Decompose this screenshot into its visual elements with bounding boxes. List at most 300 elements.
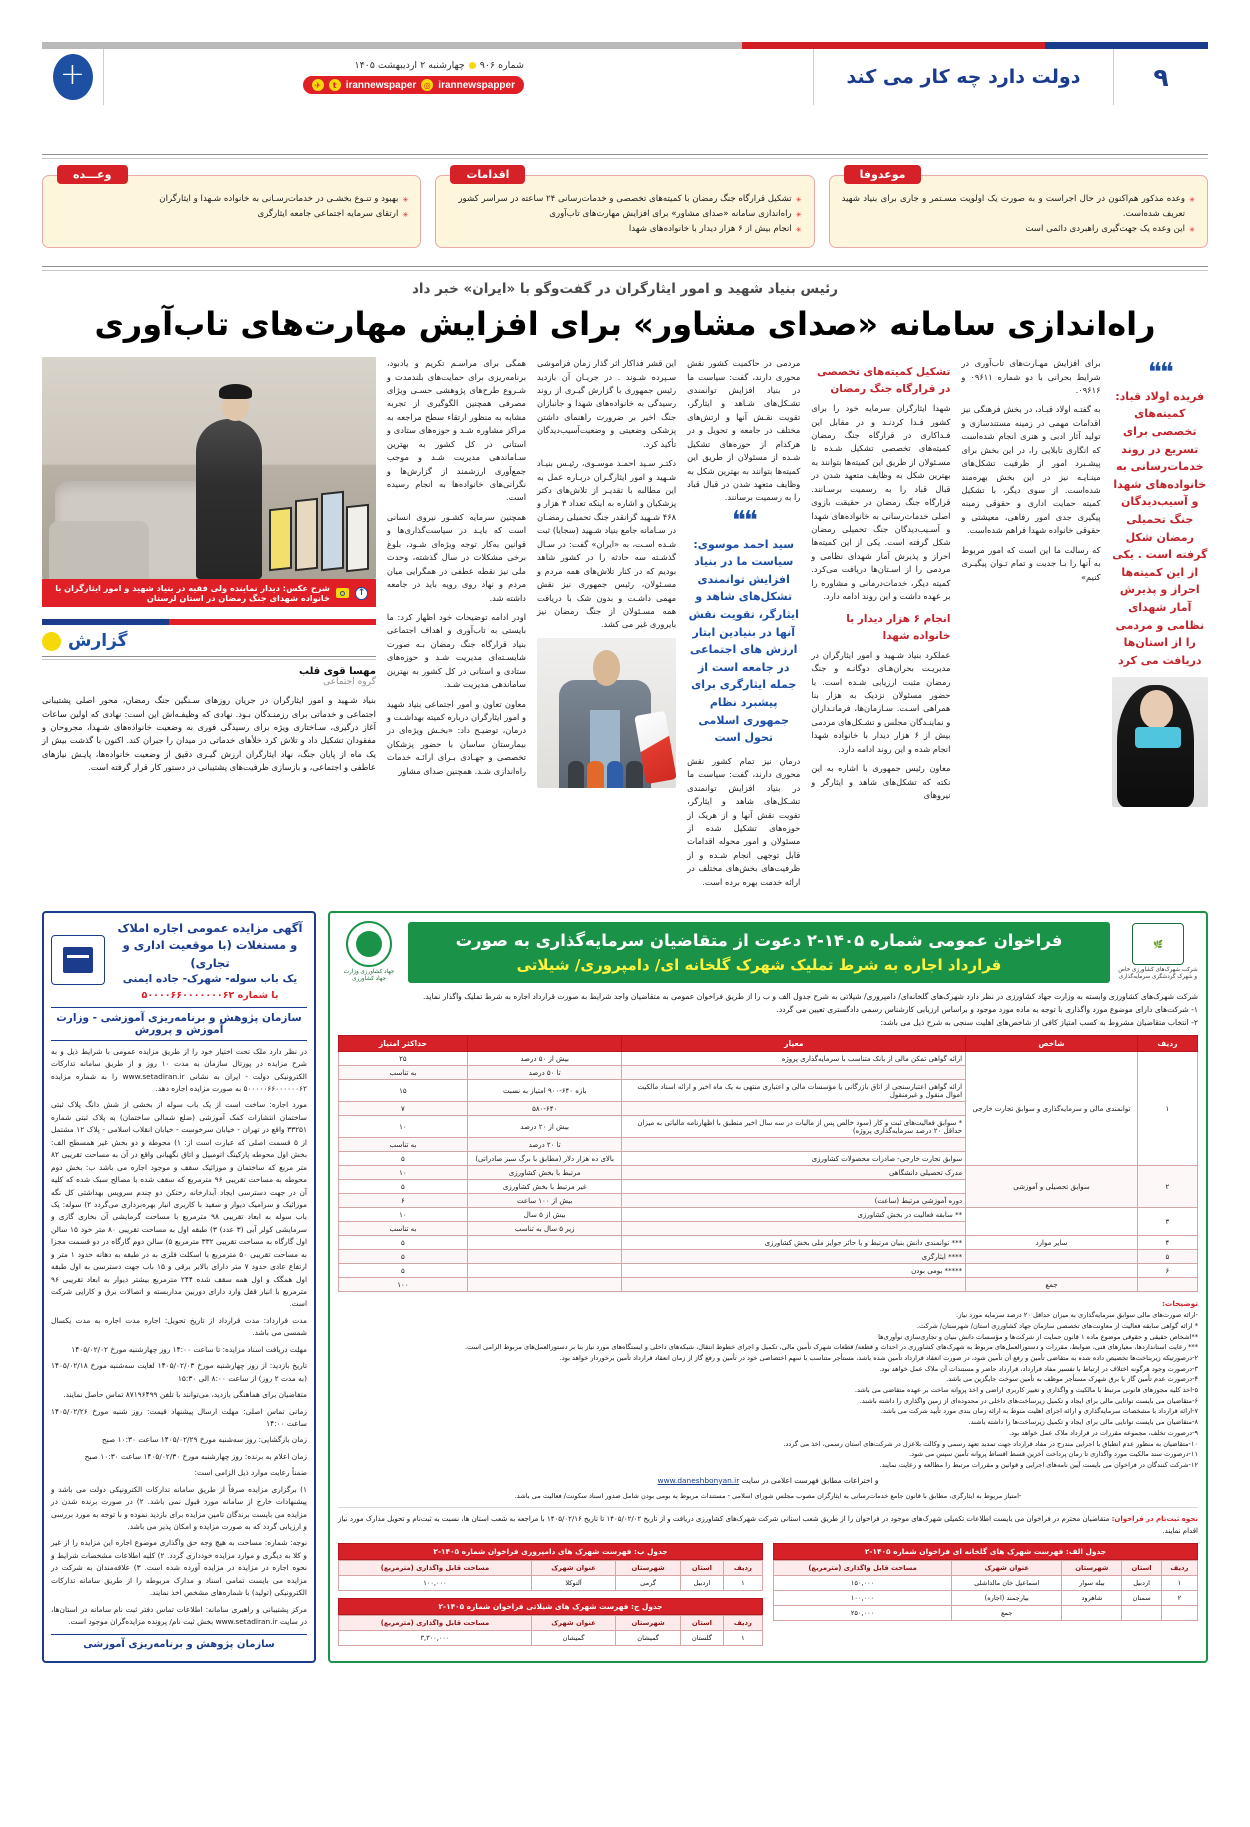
registration-title: نحوه ثبت‌نام در فراخوان:	[1111, 1515, 1198, 1524]
ad-right-paragraph: ضمناً رعایت موارد ذیل الزامی است:	[194, 1468, 307, 1478]
cell-score: ۱۰۰	[339, 1278, 468, 1292]
article-paragraph: درمان نیز تمام کشور نقش محوری دارند، گفت: سیاست ما در بنیاد افزایش توانمندی تشـکل‌های شاهد و ایثارگر، تقویت نقش آنها و از هریک از حوزه‌های تشکیل شده از مسئولان و امور محوله اقدامات قابل توجهی انجام شـده و از ظرفیت‌های بخش‌های مختلف در ارائه خدمت بهره برده‌ است.	[687, 755, 801, 887]
cell-criterion	[622, 1138, 966, 1152]
cell-measure: مرتبط با بخش کشاورزی	[467, 1166, 622, 1180]
masthead-divider-1	[42, 154, 1208, 155]
ad-tables-col-left	[338, 1543, 763, 1653]
cell-measure: تا ۵۰ درصد	[467, 1066, 622, 1080]
instagram-icon: ◎	[421, 79, 433, 91]
table-cell: بیارجمند (اجاره)	[952, 1591, 1062, 1606]
table-cell: ۲	[1161, 1591, 1197, 1606]
ad-right-paragraph: مهلت دریافت اسناد مزایده: تا ساعت ۱۴:۰۰ روز چهارشنبه مورخ ۱۴۰۵/۰۲/۰۲	[71, 1344, 307, 1354]
cell-rank: ۳	[1137, 1208, 1197, 1236]
rule-segment-blue	[1045, 42, 1208, 49]
cell-criterion: * سوابق فعالیت‌های ثبت و کار (سود خالص پس از مالیات در سه سال اخیر منطبق با اظهارنامه مالیاتی به میزان حداقل ۲۰ درصد سرمایه‌گذاری پروژه)	[622, 1116, 966, 1138]
table-cell	[1062, 1606, 1122, 1621]
telegram-icon: ✈	[312, 79, 324, 91]
promise-item: ✳ وعده مذکور هم‌اکنون در حال اجراست و به صورت یک اولویت مسـتمر و جاری برای بنیاد شهید تعریف شده‌است.	[842, 192, 1195, 222]
table-header-row	[774, 1561, 1198, 1576]
col-header: شهرستان	[616, 1616, 681, 1631]
col-header-measure	[467, 1036, 622, 1052]
masthead-spacer	[524, 49, 813, 105]
registration-note	[338, 1514, 1198, 1537]
cell-index: سایر موارد	[966, 1236, 1138, 1250]
table-cell: بیله سوار	[1062, 1576, 1122, 1591]
ad-right-org: سازمان پژوهش و برنامه‌ریزی آموزشی - وزارت آموزش و پرورش	[51, 1007, 307, 1041]
photo-shape-martyr-frames	[269, 481, 369, 570]
cell-score: ۱۰	[339, 1166, 468, 1180]
pull-quote-text: سید احمد موسوی: سیاست ما در بنیاد افزایش توانمندی تشکل‌های شاهد و ایثارگر، تقویت نقش آنها در بنیادین ابتار ارزش های اجتماعی در جامعه است از جمله ایثارگری برای پیشبرد نظام جمهوری اسلامی تحول است	[688, 537, 799, 745]
social-handle-2: irannewspapper	[438, 79, 515, 91]
note-item: ۷-ارائه قرارداد با مشخصات سرمایه‌گذاری و ارائه اجرای اهلیت منوط به ارائه زمان بندی مورد تأیید شرکت می باشد.	[880, 1407, 1198, 1416]
cell-score: به تناسب	[339, 1222, 468, 1236]
photo-shape-microphones	[568, 743, 643, 788]
table-row	[774, 1576, 1198, 1591]
table-cell: ۱	[1161, 1576, 1197, 1591]
table-cell: اردبیل	[681, 1576, 724, 1591]
table-cell: گمیشان	[531, 1631, 615, 1646]
ad-right-paragraph: مدت قرارداد: مدت قرارداد از تاریخ تحویل: اجاره مدت اجاره به مدت یکسال شمسی می باشد.	[51, 1315, 307, 1338]
promise-box-eqdamat	[435, 168, 814, 248]
note-item: **اشخاص حقیقی و حقوقی موضوع ماده ۱ قانون حمایت از شرکت‌ها و مؤسسات دانش بنیان و تجاری‌سازی نوآوری‌ها	[878, 1332, 1198, 1341]
mic	[626, 761, 643, 788]
note-item: ۱۲-شرکت کنندگان در فراخوان می بایست آیین نامه‌های اجرایی و قوانین و مقررات مرتبط را مطالعه و رعایت نمایند.	[879, 1460, 1198, 1469]
table-cell: گرمی	[616, 1576, 681, 1591]
ad-right-header	[51, 920, 307, 1001]
jahad-keshavarzi-logo-icon	[346, 921, 392, 967]
frame	[321, 491, 344, 572]
report-divider-2	[42, 659, 376, 660]
cell-index: سوابق تحصیلی و آموزشی	[966, 1166, 1138, 1208]
social-handles[interactable]	[303, 76, 524, 94]
cell-rank: ۶	[1137, 1264, 1197, 1278]
cell-measure	[467, 1264, 622, 1278]
table-row	[339, 1576, 763, 1591]
mic	[607, 761, 624, 788]
ad-tables-row	[338, 1543, 1198, 1653]
article-column-1	[961, 357, 1100, 590]
article-paragraph: اودر ادامه توضیحات خود اظهار کرد: ما بایستی به تاب‌آوری و اهداف اجتماعی بنیاد قرارگاه جنگ رمضان بـه صورت شایسـته‌ای مدیریت شـد و حوزه‌های ستادی و استانی در کل کشور به بهترین ساماندهی مدیریت شـد.	[386, 611, 527, 690]
table-row	[774, 1591, 1198, 1606]
ad-right-barcode-label: با شماره ۵۰۰۰۰۶۶۰۰۰۰۰۰۰۶۲	[141, 989, 279, 1001]
pull-quote-text: فریده اولاد قباد: کمیته‌های تخصصی برای تسریع در روند خدمات‌رسانی به خانواده‌های شهدا و آسیب‌دیدگان جنگ تحمیلی رمضان شکل گرفته است . یکی از این کمیته‌ها احراز و پذیرش آمار شهدای نظامی و مردمی را از استان‌ها دریافت می کرد	[1112, 389, 1208, 667]
photo-shape-sofa-arm	[49, 521, 149, 579]
masthead	[42, 42, 1208, 138]
col-header: ردیف	[1161, 1561, 1197, 1576]
article-paragraph: همگی برای مراسـم تکریم و یادبود، برنامه‌ریزی برای حمایت‌های بلندمدت و شـروع طرح‌های پژوهشی حسـی ویژای مصرفی همچنین الگوگیری از تجربه مشابه به منظور ارتقاء سطح مراجعه به مراکز مشاوره شـد و حوزه‌های ستادی و استانی در کل کشور به بهترین سـاماندهی مدیریت شـد و موجب جمع‌آوری ارزشمند از گزارش‌ها و نگرانی‌های خانواده‌ها به انجام رسیده است.	[386, 358, 527, 503]
promise-box-title: موعدوفا	[844, 165, 922, 184]
bullet-dot-icon	[469, 62, 476, 69]
cell-criterion	[622, 1102, 966, 1116]
twitter-icon: t	[329, 79, 341, 91]
note-item: ۹-درصورت تخلف، مجموعه مقررات در قرارداد ملاک عمل خواهد بود.	[1008, 1428, 1198, 1437]
report-title-row	[42, 631, 376, 651]
date-line	[354, 60, 524, 71]
table-cell: گمیشان	[616, 1631, 681, 1646]
cell-score: به تناسب	[339, 1066, 468, 1080]
col-header: استان	[681, 1561, 724, 1576]
article-photo-column	[42, 357, 376, 775]
report-label: گزارش	[68, 631, 128, 652]
masthead-plus-slot	[42, 49, 104, 105]
yellow-dot-icon	[42, 632, 61, 651]
masthead-color-rule	[42, 42, 1208, 49]
note-item: *** رعایت استانداردها، معیارهای فنی، ضوابط، مقررات و دستورالعمل‌های مربوط به شهرک‌های کشاورزی در احداث و قطعه/ قطعات شهرک تأمین مالی، تکمیل و اجرای خطوط انتقال، شبکه‌های داخلی و ایستگاه‌های مورد نیاز بنا بر دستورالعمل‌های مربوط الزامی است.	[464, 1343, 1198, 1352]
cell-score: ۵	[339, 1152, 468, 1166]
note-item: ۵-اخذ کلیه مجوزهای قانونی مرتبط با مالکیت و واگذاری و تغییر کاربری اراضی و اخذ پروانه ساخت بر عهده متقاضی می باشد.	[854, 1386, 1198, 1395]
col-header: عنوان شهرک	[531, 1616, 615, 1631]
ad-right-paragraph: متقاضیان برای هماهنگی بازدید، می‌توانند با تلفن ۸۷۱۹۶۴۹۹ تماس حاصل نمایند.	[63, 1390, 307, 1400]
promise-item: ✳ تشکیل قرارگاه جنگ رمضان با کمیته‌های تخصصی و خدمات‌رسانی ۲۴ ساعته در سراسر کشور	[448, 192, 801, 207]
ad-right-paragraph: مورد اجاره: ساخت است از یک باب سوله از بخشی از شش دانگ پلاک ثبتی ساختمان انتشارات کمک آموزشی (ضلع شمالی ساختمان) به پلاک ثبتی شماره ۳۳۲۵۱ واقع در تهران - خیابان سرخوست - خیابان انقلاب اسلامی - پلاک ۱۲ مشتمل از ۵ قسمت اصلی که عبارت است از: ۱) محوطه و دو بخش غیر همسطح الف: بخش اول محوطه پارکینگ اتومبیل و اتاق نگهبانی واقع در آن به مساحت تقریبی ۸۲ متر مربع که ساختمان و موزائیک سقف و موجود اجاره می باشد ب: بخش دوم محوطه به مساحت تقریبی ۹۶ مترمربع که سقف شده با مصالح سبک شده که کلیه آن در جهت دسترسی ایجاد آبدارخانه رختکن دو چندم سرویس بهداشتی کل نگه موزائیک و سرامیک دیوار و سفید با کاربری انبار بهره‌برداری می‌گردد ۲) سوله: یک باب سوله به ابعاد تقریبی ۹۸ مترمربع با مساحت گرمایشی آن بخاری گازی و سرمایشی کولر آبی (۳ عدد) ۳) طبقه اول به مساحت تقریبی ۸۰ متر خود ۱۵ سالن اول گارگاه به مساحت تقریبی ۳۳۲ مترمربع ۵) سالن دوم گارگاه در دو قسمت مجزا به مساحت تقریبی ۵۰ مترمربع با اسکلت فلزی به در طبقه به دهانه حدود ۱ متر و ارتفاع عادی حدود ۷ متر دارای بالابر برقی و ۱۵ باب جهت دسترسی به اول طبقه اول همگک و اول همه سقف شده ۲۴۴ مترمربع بیشتر دیوار به ابعاد تقریبی ۹۶ مترمربع با انبار قفل وارد دارای دوربین مداربسته و اتصالات برق و کارایی شرکت است.	[51, 1100, 308, 1309]
cell-rank: ۵	[1137, 1250, 1197, 1264]
table-row	[339, 1052, 1198, 1066]
cell-index: توانمندی مالی و سرمایه‌گذاری و سوابق تجارت خارجی	[966, 1052, 1138, 1166]
col-header: شهرستان	[616, 1561, 681, 1576]
cell-criterion: مدرک تحصیلی دانشگاهی	[622, 1166, 966, 1180]
ad-right-paragraph: تاریخ بازدید: از روز چهارشنبه مورخ ۱۴۰۵/۰۲/۰۳ لغایت سه‌شنبه مورخ ۱۴۰۵/۰۲/۱۸ (به مدت ۲ روز) از ساعت ۸:۰۰ الی ۱۵:۳۰	[51, 1361, 307, 1383]
frame	[295, 498, 318, 571]
table-cell: ۱۰۰,۰۰۰	[339, 1576, 532, 1591]
ad-header	[338, 921, 1198, 984]
note-item: -ارائه صورت‌های مالی سوابق سرمایه‌گذاری به میزان حداقل ۲۰ درصد سرمایه مورد نیاز.	[955, 1311, 1198, 1320]
article-subheading: انجام ۶ هزار دیدار با خانواده شهدا	[846, 612, 951, 642]
table-cell: سمنان	[1122, 1591, 1161, 1606]
article-column-5	[387, 357, 526, 784]
col-header: استان	[681, 1616, 724, 1631]
ad-intro-note: ۱- شرکت‌های دارای موضوع مورد واگذاری با توجه به ماده مورد موجود و براساس ارزیابی کارشناس رسمی دادگستری تعیین می گردد.	[776, 1004, 1198, 1014]
section-title: دولت دارد چه کار می کند	[813, 49, 1113, 105]
cell-criterion: ** سابقه فعالیت در بخش کشاورزی	[622, 1208, 966, 1222]
note-item: ۱۰-متقاضیان به منظور عدم انطباق با اجرایی مندرج در مفاد قرارداد جهت تمدید تعهد رسمی و وکالت بلاعزل در شرکت‌های استان رسمی، اخذ می گردد.	[783, 1439, 1198, 1448]
promise-item: ✳ ارتقای سرمایه اجتماعی جامعه ایثارگری	[55, 207, 408, 222]
table-cell: ۱۰۰,۰۰۰	[774, 1591, 952, 1606]
promise-box-title: وعـــده	[57, 165, 127, 184]
company-logo-icon: 🌿	[1132, 923, 1184, 965]
ad-tables-col-right	[773, 1543, 1198, 1653]
article-paragraph: که رسالت ما این است که امور مربوط به آنها را بـا جدیت و تمام تـوان پیگیـری کنیم»	[961, 544, 1101, 582]
article-column-4	[537, 357, 676, 794]
mic	[587, 761, 604, 788]
cell-measure: بازه ۶۴۰-۹۰۰ امتیاز به نسبت	[467, 1080, 622, 1102]
col-header: شهرستان	[1062, 1561, 1122, 1576]
article-paragraph: این قشر فداکار اثر گذار زمان فراموشی سـپرده شـوند . در جریـان آن بازدید رئیس جمهوری با گزارش گیـری از روند رسیدگی به خانواده‌های شهدا و جانبازان جنگ اخیر بر ضرورت راهنمای داشتن پزشکی وضعیتی و وضعیت‌آسیب‌دیدگان تأکید کرد.	[537, 358, 677, 449]
table-fishery	[338, 1598, 763, 1646]
cell-criterion	[622, 1066, 966, 1080]
cell-measure: ۵۸۰-۶۴۰	[467, 1102, 622, 1116]
headline-divider-2	[42, 270, 1208, 271]
newspaper-page	[0, 42, 1250, 1827]
col-header: عنوان شهرک	[952, 1561, 1062, 1576]
report-lead-text: بنیاد شـهید و امور ایثارگران در جریان روزهای سـنگین جنگ رمضان، محور اصلی پشتیبانی اجتماعی و خدماتی برای رزمنـدگان بـود. نهادی که وظیفـه‌اش این است: نهادی که اولین ساعات آغاز درگیری، سـاختاری ویژه برای رسیدگی فوری به وضعیت خانواده‌های شـهدا، مجروحان و مفقودان تشکیل داد و تلاش کرد خلأهای خدماتی در میدان را جبران کند. اکنون با گذشت بیش از یک ماه از پایان جنگ، نهاد ایثارگران ارزش گیـری دقیق از وضعیت خانواده‌ها، پایـش نیازهای عاطفی و اجتماعی، و بازسازی ظرفیت‌های پشتیبانی در دستور کار قرار گرفته است.	[42, 695, 376, 773]
camera-icon	[336, 588, 349, 598]
cell-measure: بیش از ۵۰ درصد	[467, 1052, 622, 1066]
col-header-index: شاخص	[966, 1036, 1138, 1052]
table-row	[774, 1606, 1198, 1621]
cell-criterion	[622, 1278, 966, 1292]
mic	[568, 761, 585, 788]
cell-score: ۶	[339, 1194, 468, 1208]
table-livestock	[338, 1543, 763, 1591]
cell-measure: زیر ۵ سال به تناسب	[467, 1222, 622, 1236]
ad-right-title-2: و مستغلات (با موقعیت اداری و تجاری)	[122, 938, 298, 970]
ad-right-paragraph: نوجه: شماره: مساحت به هیچ وجه حق واگذاری موضوع اجاره این مزایده را از غیر و کلا به دیگری و موارد مزایده خودداری گردد. ۲) کلیه اطلاعات مشخصات شرایط و نحوه اجاره در مزایده در مزایده آورده شده است. ۳) علاقه‌مندان به شرکت در مزایده می بایست تمامی اسناد و مدارک مربوطه را از طریق سامانه تدارکات الکترونیکی (تولید) با شماره‌های مشخص اخذ نمایند.	[51, 1538, 307, 1598]
note-item: ۲-درصورتیکه زیربناخت‌ها تخصیص داده شده به متقاضی تأمین و رفع آن تأمین شود، در صورت انعقاد قرارداد تأمین شده باشد، مستأجر متناسب با سهم اختصاصی خود در تأمین و رفع گاز از زمان انعقاد قرارداد تأمین برخوردار خواهد بود.	[559, 1354, 1198, 1363]
promise-item: ✳ انجام بیش از ۶ هزار دیدار با خانواده‌های شهدا	[448, 222, 801, 237]
plus-icon[interactable]: +	[53, 54, 93, 100]
ad-link-note-2	[338, 1491, 1198, 1502]
pull-quote-icon: ❝❝	[731, 505, 756, 536]
promise-box-vadeh	[42, 168, 421, 248]
report-color-bar	[42, 619, 376, 625]
article-paragraph: معاون تعاون و امور اجتماعی بنیاد شهید و امور ایثارگران درباره کمیته بهداشـت و درمان، توضیـح داد: «بخـش ویژه‌ای در بیمارستان ساسان با حضور پزشکان تخصصی و جهـادی بـرای ارائـه خدمات راه‌اندازی شـد. همچنین صدای مشاور	[386, 698, 527, 776]
cell-measure: بیش از ۱۰۰ ساعت	[467, 1194, 622, 1208]
article-subheading: تشکیل کمیته‌های تخصصی در قرارگاه جنگ رمضان	[816, 366, 951, 396]
photo-shape-turban	[219, 384, 252, 400]
daneshbonyan-link[interactable]: www.daneshbonyan.ir	[657, 1475, 740, 1485]
link-note: و اختراعات مطابق فهرست اعلامی در سایت	[741, 1475, 879, 1485]
note-item: * ارائه گواهی سابقه فعالیت از معاونت‌های تخصصی سازمان جهاد کشاورزی استان/ شهرستان/ شرکت.	[916, 1322, 1198, 1331]
cell-rank	[1137, 1278, 1197, 1292]
article-kicker: رئیس بنیاد شهید و امور ایثارگران در گفت‌وگو با «ایران» خبر داد	[412, 281, 838, 298]
ad-right-paragraph: زمان بازگشایی: روز سه‌شنبه مورخ ۱۴۰۵/۰۲/۲۹ ساعت ۱۰:۳۰ صبح	[101, 1435, 307, 1445]
government-logo-icon	[51, 935, 105, 985]
company-logo-caption: شرکت شهرک‌های کشاورزی خاص و شهرک گردشگری سرمایه‌گذاری	[1118, 967, 1198, 981]
social-handle-1: irannewspaper	[345, 79, 417, 91]
cell-index	[966, 1264, 1138, 1278]
col-header: استان	[1122, 1561, 1161, 1576]
cell-score: ۱۵	[339, 1080, 468, 1102]
cell-score: ۱۰	[339, 1208, 468, 1222]
cell-criterion: ***** بومی بودن	[622, 1264, 966, 1278]
ad-jahad-keshavarzi	[328, 911, 1208, 1663]
col-header: مساحت قابل واگذاری (مترمربع)	[339, 1616, 532, 1631]
ad-right-title-1: آگهی مزایده عمومی اجاره املاک	[117, 921, 303, 936]
cell-criterion: ارائه گواهی اعتبارسنجی از اتاق بازرگانی یا مؤسسات مالی و اعتباری منتهی به یک ماه اخیر و ارائه اسناد مالکیت اموال منقول و غیرمنقول	[622, 1080, 966, 1102]
photo-caption-bar	[42, 579, 376, 607]
table-cell	[1161, 1606, 1197, 1621]
ad-title-banner	[408, 922, 1110, 983]
col-header-criterion: معیار	[622, 1036, 966, 1052]
ad-education-auction	[42, 911, 316, 1663]
cell-criterion: سوابق تجارت خارجی- صادرات محصولات کشاورزی	[622, 1152, 966, 1166]
cell-measure	[467, 1236, 622, 1250]
article-headline: راه‌اندازی سامانه «صدای مشاور» برای افزایش مهارت‌های تاب‌آوری	[94, 305, 1156, 344]
pull-quote-left	[1112, 358, 1208, 669]
table-cell: ۲۵۰,۰۰۰	[774, 1606, 952, 1621]
table-row	[339, 1278, 1198, 1292]
frame	[346, 503, 369, 571]
table-cell: ۱	[723, 1576, 762, 1591]
table-header-row	[339, 1561, 763, 1576]
cell-criterion	[622, 1180, 966, 1194]
ad-right-paragraph: در نظر دارد ملک تحت اختیار خود را از طریق مزایده عمومی با شرایط ذیل و به شرح مزایده در پورتال سازمان به مدت ۱۰ روز و از طریق سامانه تدارکات الکترونیکی دولت - ایران به نشانی www.setadiran.ir را به شماره مزایده ۵۰۰۰۰۰۶۶۰۰۰۰۰۰۶۲ به صورت مزایده اجاره دهد.	[51, 1046, 307, 1094]
cell-index: جمع	[966, 1278, 1138, 1292]
col-header-rank: ردیف	[1137, 1036, 1197, 1052]
promise-box-vafa	[829, 168, 1208, 248]
col-header: مساحت قابل واگذاری (مترمربع)	[339, 1561, 532, 1576]
cell-rank: ۲	[1137, 1166, 1197, 1208]
table-row	[339, 1631, 763, 1646]
cell-criterion	[622, 1222, 966, 1236]
bar-blue	[42, 619, 169, 625]
shahrakha-logo	[1118, 923, 1198, 982]
ad-right-footer: سازمان پژوهش و برنامه‌ریزی آموزشی	[51, 1634, 307, 1650]
article-paragraph: عملکرد بنیاد شـهید و امور ایثارگران در مدیریـت بحران‌هـای دوگانـه و جنگ رمضان مثبت ارزیابی شـده است. با حضور مسئولان نزدیک به هزار بنا همراهی اسـت. سـازمان‌ها، فرمانـداران و نماینـدگان مجلس و تشـکل‌های مردمی بیش از ۶ هزار دیدار با خانواده شهدا انجام شده و این روند ادامه دارد.	[811, 649, 951, 754]
pull-quote-icon: ❝❝	[1147, 358, 1172, 389]
table-cell	[1122, 1606, 1161, 1621]
report-byline	[42, 666, 376, 687]
cell-criterion: **** ایثارگری	[622, 1250, 966, 1264]
rule-segment-red	[742, 42, 1045, 49]
cell-index	[966, 1208, 1138, 1236]
table-cell: ۳,۳۰۰,۰۰۰	[339, 1631, 532, 1646]
cell-measure	[467, 1250, 622, 1264]
article-column-6	[1112, 357, 1208, 813]
cell-rank: ۱	[1137, 1052, 1197, 1166]
table-cell: جمع	[952, 1606, 1062, 1621]
cell-score: ۵	[339, 1264, 468, 1278]
table-cell: شاهرود	[1062, 1591, 1122, 1606]
cell-rank: ۴	[1137, 1236, 1197, 1250]
ad-right-paragraph: زمانی تماس اصلی: مهلت ارسال پیشنهاد قیمت: روز شنبه مورخ ۱۴۰۵/۰۲/۲۶ ساعت ۱۴:۰۰	[51, 1406, 307, 1428]
note-item: ۸-متقاضیان می بایست توانایی مالی برای ایجاد و تکمیل زیرساخت‌ها را داشته باشند.	[968, 1418, 1198, 1427]
link-note-2-text: -امتیاز مربوط به ایثارگری، مطابق با قانون جامع خدمات‌رسانی به ایثارگران مصوب مجلس شورای اسلامی - مستندات مربوط به بومی بودن شامل صدور اسناد سکونت/ فعالیت می باشد.	[514, 1491, 1022, 1500]
cell-score: ۱۰	[339, 1116, 468, 1138]
cell-index	[966, 1250, 1138, 1264]
table-row	[339, 1236, 1198, 1250]
col-header: ردیف	[723, 1561, 762, 1576]
table-cell: اسماعیل خان مالداشلی	[952, 1576, 1062, 1591]
table-row	[339, 1264, 1198, 1278]
cell-score: ۲۵	[339, 1052, 468, 1066]
masthead-meta	[104, 49, 524, 105]
photo-shape-cleric	[196, 419, 263, 579]
ad-divider	[338, 1507, 1198, 1508]
promise-box-title: اقدامات	[450, 165, 525, 184]
promise-boxes	[42, 168, 1208, 248]
article-paragraph: دکتـر سـید احمـد موسـوی، رئیـس بنیـاد شـهید و امور ایثارگـران دربـاره عمل به این مطالبه با تقدیـر از تلاش‌های دکتر پزشکیان و اشاره به اینکه تعداد ۳ هزار و ۴۶۸ شـهید گرانقدر جنگ تحمیلی رمضـان در سـامانه جامع بنیاد شـهید (سجایا) ثبت شـده اسـت، به «ایران» گفت: در سـال گذشـته سه حادثه را در کشور شاهد بودیم که در کنار تلاش‌های همه مردم و مسـئولان، رئیس جمهوری نیز نقش مهمی داشـت و بدون شک با دریافت همه مسـئولان از جنگ رمضان نیز بایروری غیر می کشد.	[537, 458, 677, 630]
photo-female-official	[1112, 677, 1208, 807]
table-row	[339, 1250, 1198, 1264]
issue-number: شماره ۹۰۶	[479, 60, 524, 71]
col-header-max-score: حداکثر امتیاز	[339, 1036, 468, 1052]
photo-shape-scarf	[1135, 727, 1181, 748]
cell-measure: بیش از ۵ سال	[467, 1208, 622, 1222]
article-column-3	[687, 357, 800, 895]
ad-right-paragraph: ۱) برگزاری مزایده صرفاً از طریق سامانه تدارکات الکترونیکی دولت می باشد و پیشنهادات خارج از سامانه مورد قبول نمی باشد. ۲) در صورت برنده شدن در مزایده می بایست برندگان تامین مزایده برای بازدید نموده و با توجه به مورد بررسی و ارزیابی گردد که به صورت مزایده و امکان پذیر می باشد.	[51, 1484, 307, 1532]
article-paragraph: شهدا ایثارگران سرمایه خود را برای کشور فـدا کردنـد و در مقابل این فـداکاری در قرارگاه جنگ رمضان کمیته‌های تخصصی تشکیل شـده تا مسـئولان از طریق این کمیته‌ها بتوانند به بهترین شکل به وظایف متعهد شدن در قبال قباد را به رسمیت برسـانند. قرارگاه جنگ رمضان در حقیقت بازوی اصلی خدمات‌رسانی به خانواده‌های شهدا و آسـیب‌دیدگان جنگ تحمیلی رمضان شکل گرفته است. یکی از این کمیته‌ها احراز و پذیرش آمار شهدای نظامی و مردمی را از اسـتان‌ها دریافت می‌کرد. کمیته دیگر، خدمات‌درمانی و مشاوره را بر عهده داشت و این روند ادامه دارد.	[811, 403, 951, 602]
cell-measure	[467, 1278, 622, 1292]
author-desk: گروه اجتماعی	[323, 677, 376, 688]
table-cell: آلتوکلا	[531, 1576, 615, 1591]
page-number: ۹	[1113, 49, 1208, 105]
ministry-logo	[338, 921, 400, 984]
cell-measure: بالای ده هزار دلار (مطابق با برگ سبز صادراتی)	[467, 1152, 622, 1166]
bar-red	[169, 619, 376, 625]
promise-item: ✳ راه‌اندازی سامانه «صدای مشاور» برای افزایش مهارت‌های تاب‌آوری	[448, 207, 801, 222]
cell-score: ۵	[339, 1250, 468, 1264]
main-photo	[42, 357, 376, 579]
table-caption: جدول ج: فهرست شهرک های شیلاتی فراخوان شماره ۱۴۰۵-۲	[338, 1598, 763, 1615]
pull-quote-mid	[687, 505, 800, 747]
note-item: ۳-درصورت وجود هرگونه اختلاف در ارتباط با تفسیر مفاد قرارداد، قرارداد حاضر و مستندات آن ملاک عمل خواهد بود.	[879, 1364, 1198, 1373]
headline-divider-1	[42, 266, 1208, 267]
masthead-divider-2	[42, 158, 1208, 159]
photo-male-official	[537, 638, 676, 788]
cell-score: ۵	[339, 1180, 468, 1194]
ad-links	[338, 1476, 1198, 1485]
ad-right-paragraph: زمان اعلام به برنده: روز چهارشنبه مورخ ۱۴۰۵/۰۲/۳۰ ساعت ۱۰:۳۰ صبح	[84, 1451, 307, 1461]
cell-measure: تا ۲۰ درصد	[467, 1138, 622, 1152]
ad-title-line-2: قرارداد اجاره به شرط تملیک شهرک گلخانه ای/ دامپروری/ شیلاتی	[516, 955, 1002, 974]
ad-intro-text: شرکت شهرک‌های کشاورزی وابسته به وزارت جهاد کشاورزی در نظر دارد شهرک‌های گلخانه‌ای/ دامپروری/ شیلاتی به شرح جدول الف و ب را از طریق فراخوان عمومی به متقاضیان واجد شرایط به صورت قرارداد اجاره به شرط تملیک واگذار نماید.	[422, 991, 1198, 1001]
table-greenhouse	[773, 1543, 1198, 1621]
col-header: مساحت قابل واگذاری (مترمربع)	[774, 1561, 952, 1576]
ad-right-paragraph: مرکز پشتیبانی و راهبری سامانه: اطلاعات تماس دفتر ثبت نام سامانه در استان‌ها، در سایت www.setadiran.ir بخش ثبت نام/ پرونده مزایده‌گران موجود است.	[51, 1604, 307, 1627]
cell-measure: غیر مرتبط با بخش کشاورزی	[467, 1180, 622, 1194]
note-item: ۶-متقاضیان می بایست توانایی مالی برای ایجاد و تکمیل زیرساخت‌های داخلی در محدوده‌ای از زمین واگذاری را داشته باشند.	[859, 1396, 1198, 1405]
ministry-logo-caption: جهاد کشاورزی وزارت جهاد کشاورزی	[343, 969, 395, 983]
cell-criterion: دوره آموزشی مرتبط (ساعت)	[622, 1194, 966, 1208]
author-name: مهسا قوی قلب	[299, 666, 376, 678]
cell-score: ۵	[339, 1236, 468, 1250]
note-item: ۱۱-درصورت سند مالکیت مورد واگذاری تا زمان پرداخت آخرین قسط اقساط پروانه تأمین سپس می شود.	[909, 1450, 1198, 1459]
cell-criterion: *** توانمندی دانش بنیان مرتبط و یا حائز جوایز ملی بخش کشاورزی	[622, 1236, 966, 1250]
ad-title-line-1: فراخوان عمومی شماره ۱۴۰۵-۲ دعوت از متقاضیان سرمایه‌گذاری به صورت	[455, 930, 1063, 950]
registration-text: متقاضیان محترم در فراخوان می بایست اطلاعات تکمیلی شهرک‌های موجود در فراخوان را از طریق شعب استانی شرکت شهرک‌های کشاورزی دریافت و از تاریخ ۱۴۰۵/۰۲/۰۲ تا تاریخ ۱۴۰۵/۰۲/۱۶ با مراجعه به شعب استان ها، نسبت به ثبت‌نام و تحویل مدارک مورد نیاز اقدام نمایند.	[338, 1515, 1198, 1535]
publication-date: چهارشنبه ۲ اردیبهشت ۱۴۰۵	[354, 60, 465, 71]
photo-shape-head	[593, 650, 621, 686]
report-header	[42, 619, 376, 775]
arrow-up-icon: ↑	[355, 587, 368, 600]
ad-right-body	[51, 1046, 307, 1629]
article-paragraph: همچنین سرمایه کشـور نیروی انسانی است که بایـد در سیاست‌گذاری‌ها و قوانین به‌کار توجه ویژه‌ای شـود، بلوغ برخی مشکلات در سال گذشته، وحدت ملی نیز نقطه عطفی در همگرایی میان مردم و نهاد روی رویه باید در جامعه داشته شد.	[386, 511, 527, 603]
table-caption: جدول ب: فهرست شهرک های دامپروری فراخوان شماره ۱۴۰۵-۲	[338, 1543, 763, 1560]
article-paragraph: معاون رئیس جمهوری با اشاره به این نکته که تشکل‌های شاهد و ایثارگر و نیروهای	[811, 763, 951, 801]
cell-score: به تناسب	[339, 1138, 468, 1152]
cell-criterion: ارائه گواهی تمکن مالی از بانک متناسب با سرمایه‌گذاری پروژه	[622, 1052, 966, 1066]
notes-title: توضیحات:	[1161, 1299, 1198, 1309]
table-header-row	[339, 1036, 1198, 1052]
article-paragraph: برای افزایش مهـارت‌های تاب‌آوری در شرایط بحرانی با دو شماره ۰۹۶۱۱ و ۰۹۶۱۶.	[961, 358, 1101, 395]
table-cell: ۱	[723, 1631, 762, 1646]
photo-caption-text: شرح عکس: دیدار نماینده ولی فقیه در بنیاد شهید و امور ایثارگران با خانواده شهدای جنگ رمضان در استان لرستان	[55, 583, 330, 604]
table-cell: گلستان	[681, 1631, 724, 1646]
article-paragraph: به گفتـه اولاد قبـاد، در بخش فرهنگی نیز اقدامات مهمی در زمینه مستندسازی و تولید آثار ادبی و هنری انجام شده‌است که انگاری تابلایی را، در این بخش برای پیشـبرد امور از ظرفیت تشکل‌های مینـایـه نیز در این بخش بهره‌مند شده‌است. از سوی دیگر، با تشکیل کمیته حمایت اداری و حقوقی زمینه پیگیری جدی امور رفاهی، معیشتی و حقوقی خانواده شهدا فراهم شده‌است.	[961, 404, 1101, 536]
ad-intro	[338, 991, 1198, 1030]
table-row	[339, 1208, 1198, 1222]
frame	[269, 507, 292, 572]
ad-intro-note: ۲- انتخاب متقاضیان مشروط به کسب امتیاز کافی از شاخص‌های اهلیت سنجی به شرح ذیل می باشد:	[880, 1017, 1198, 1027]
col-header: ردیف	[723, 1616, 762, 1631]
ad-right-title-3: یک باب سوله- شهرک- جاده ایمنی	[122, 972, 298, 985]
advertisements	[42, 911, 1208, 1663]
criteria-table	[338, 1035, 1198, 1292]
rule-segment-grey	[42, 42, 742, 49]
table-cell: ۱۵۰,۰۰۰	[774, 1576, 952, 1591]
promise-item: ✳ این وعده یک جهت‌گیری راهبردی دائمی است	[842, 222, 1195, 237]
ad-right-title	[113, 920, 307, 1001]
col-header: عنوان شهرک	[531, 1561, 615, 1576]
article-body	[42, 357, 1208, 895]
article-paragraph: مردمی در حاکمیت کشور نقش محوری دارند، گفت: سیاست ما در بنیاد افزایش توانمندی تشـکل‌های شـاهد و ایثارگر، تقویت نقـش آنها و ارتش‌های مختلف در جامعه و تحویل و در هرکدام از حوزه‌های تشکیل شـده از مسئولان از طریق این کمیته‌ها بتوانند به بهترین شکل به وظایف متعهد شدن در قبال قباد را به رسمیت برسانند.	[687, 358, 801, 503]
table-row	[339, 1166, 1198, 1180]
article-column-2	[811, 357, 950, 808]
table-cell: اردبیل	[1122, 1576, 1161, 1591]
ad-notes	[338, 1298, 1198, 1470]
report-divider-1	[42, 656, 376, 657]
